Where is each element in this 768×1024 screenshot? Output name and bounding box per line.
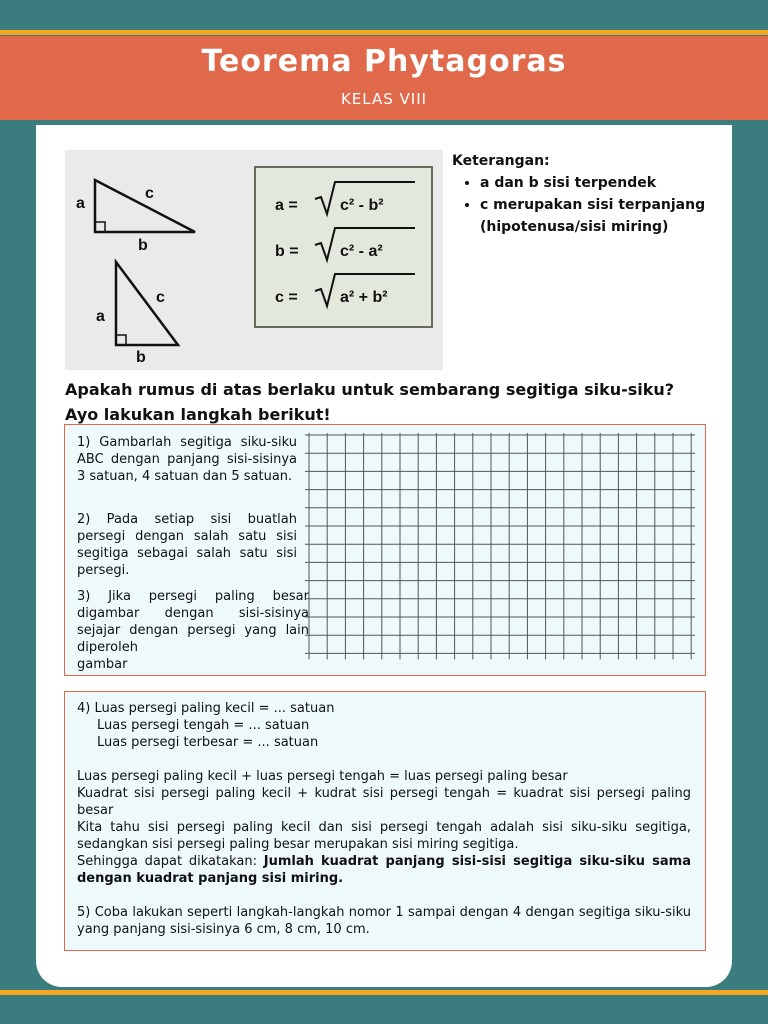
formula-lhs: c = — [275, 289, 298, 306]
area-middle: Luas persegi tengah = ... satuan — [97, 718, 310, 733]
square-sum-statement: Kuadrat sisi persegi paling kecil + kudrat sisi persegi tengah = kuadrat sisi persegi paling besar — [77, 786, 691, 818]
triangle1-label-c: c — [145, 185, 154, 202]
area-small: 4) Luas persegi paling kecil = ... satuan — [77, 701, 335, 716]
bottom-accent-stripe — [0, 990, 768, 995]
question-block — [65, 377, 705, 427]
step-5-text: 5) Coba lakukan seperti langkah-langkah nomor 1 sampai dengan 4 dengan segitiga siku-siku yang panjang sisi-sisinya 6 cm, 8 cm, 10 cm. — [77, 905, 691, 937]
pythagoras-figure — [65, 150, 443, 370]
sides-explanation: Kita tahu sisi persegi paling kecil dan sisi persegi tengah adalah sisi siku-siku segitiga, sedangkan sisi persegi paling besar merupakan sisi miring segitiga. — [77, 820, 691, 852]
question-line-2: Ayo lakukan langkah berikut! — [65, 405, 331, 424]
step-3-continuation: gambar — [77, 657, 128, 672]
right-angle-mark — [95, 222, 105, 232]
keterangan-list — [452, 172, 722, 238]
formula-rhs: c² - a² — [340, 243, 383, 260]
triangle2-label-a: a — [96, 308, 105, 325]
keterangan-heading: Keterangan: — [452, 153, 550, 169]
conclusion-box — [64, 691, 706, 951]
conclusion-statement — [77, 853, 691, 887]
keterangan-section — [452, 150, 722, 238]
formula-rhs: c² - b² — [340, 197, 384, 214]
figure-svg — [65, 150, 443, 370]
conclusion-theorem: Jumlah kuadrat panjang sisi-sisi segitiga siku-siku sama dengan kuadrat panjang sisi miring. — [77, 854, 691, 886]
triangle-vertical — [116, 262, 178, 345]
area-sum-statement: Luas persegi paling kecil + luas persegi tengah = luas persegi paling besar — [77, 769, 568, 784]
triangle1-label-b: b — [138, 237, 148, 254]
page-subtitle: KELAS VIII — [340, 90, 428, 108]
triangle2-label-c: c — [156, 289, 165, 306]
top-accent-stripe — [0, 30, 768, 35]
conclusion-lead: Sehingga dapat dikatakan: — [77, 854, 264, 869]
header-banner — [0, 36, 768, 120]
formula-lhs: a = — [275, 197, 298, 214]
triangle1-label-a: a — [76, 195, 85, 212]
step-1-text: 1) Gambarlah segitiga siku-siku ABC dengan panjang sisi-sisinya 3 satuan, 4 satuan dan 5 satuan. — [77, 435, 297, 484]
formula-rhs: a² + b² — [340, 289, 388, 306]
page-title: Teorema Phytagoras — [201, 44, 567, 79]
step-2-text: 2) Pada setiap sisi buatlah persegi dengan salah satu sisi segitiga sebagai salah satu sisi persegi. — [77, 512, 297, 578]
drawing-grid[interactable] — [305, 433, 695, 669]
question-line-1: Apakah rumus di atas berlaku untuk sembarang segitiga siku-siku? — [65, 380, 675, 399]
area-largest: Luas persegi terbesar = ... satuan — [97, 735, 319, 750]
list-item: • a dan b sisi terpendek — [480, 172, 722, 194]
right-angle-mark — [116, 335, 126, 345]
step-3-text: 3) Jika persegi paling besar digambar dengan sisi-sisinya sejajar dengan persegi yang lain diperoleh — [77, 589, 309, 655]
formula-lhs: b = — [275, 243, 299, 260]
triangle2-label-b: b — [136, 349, 146, 366]
list-item: • c merupakan sisi terpanjang (hipotenusa/sisi miring) — [480, 194, 722, 238]
steps-box — [64, 424, 706, 676]
